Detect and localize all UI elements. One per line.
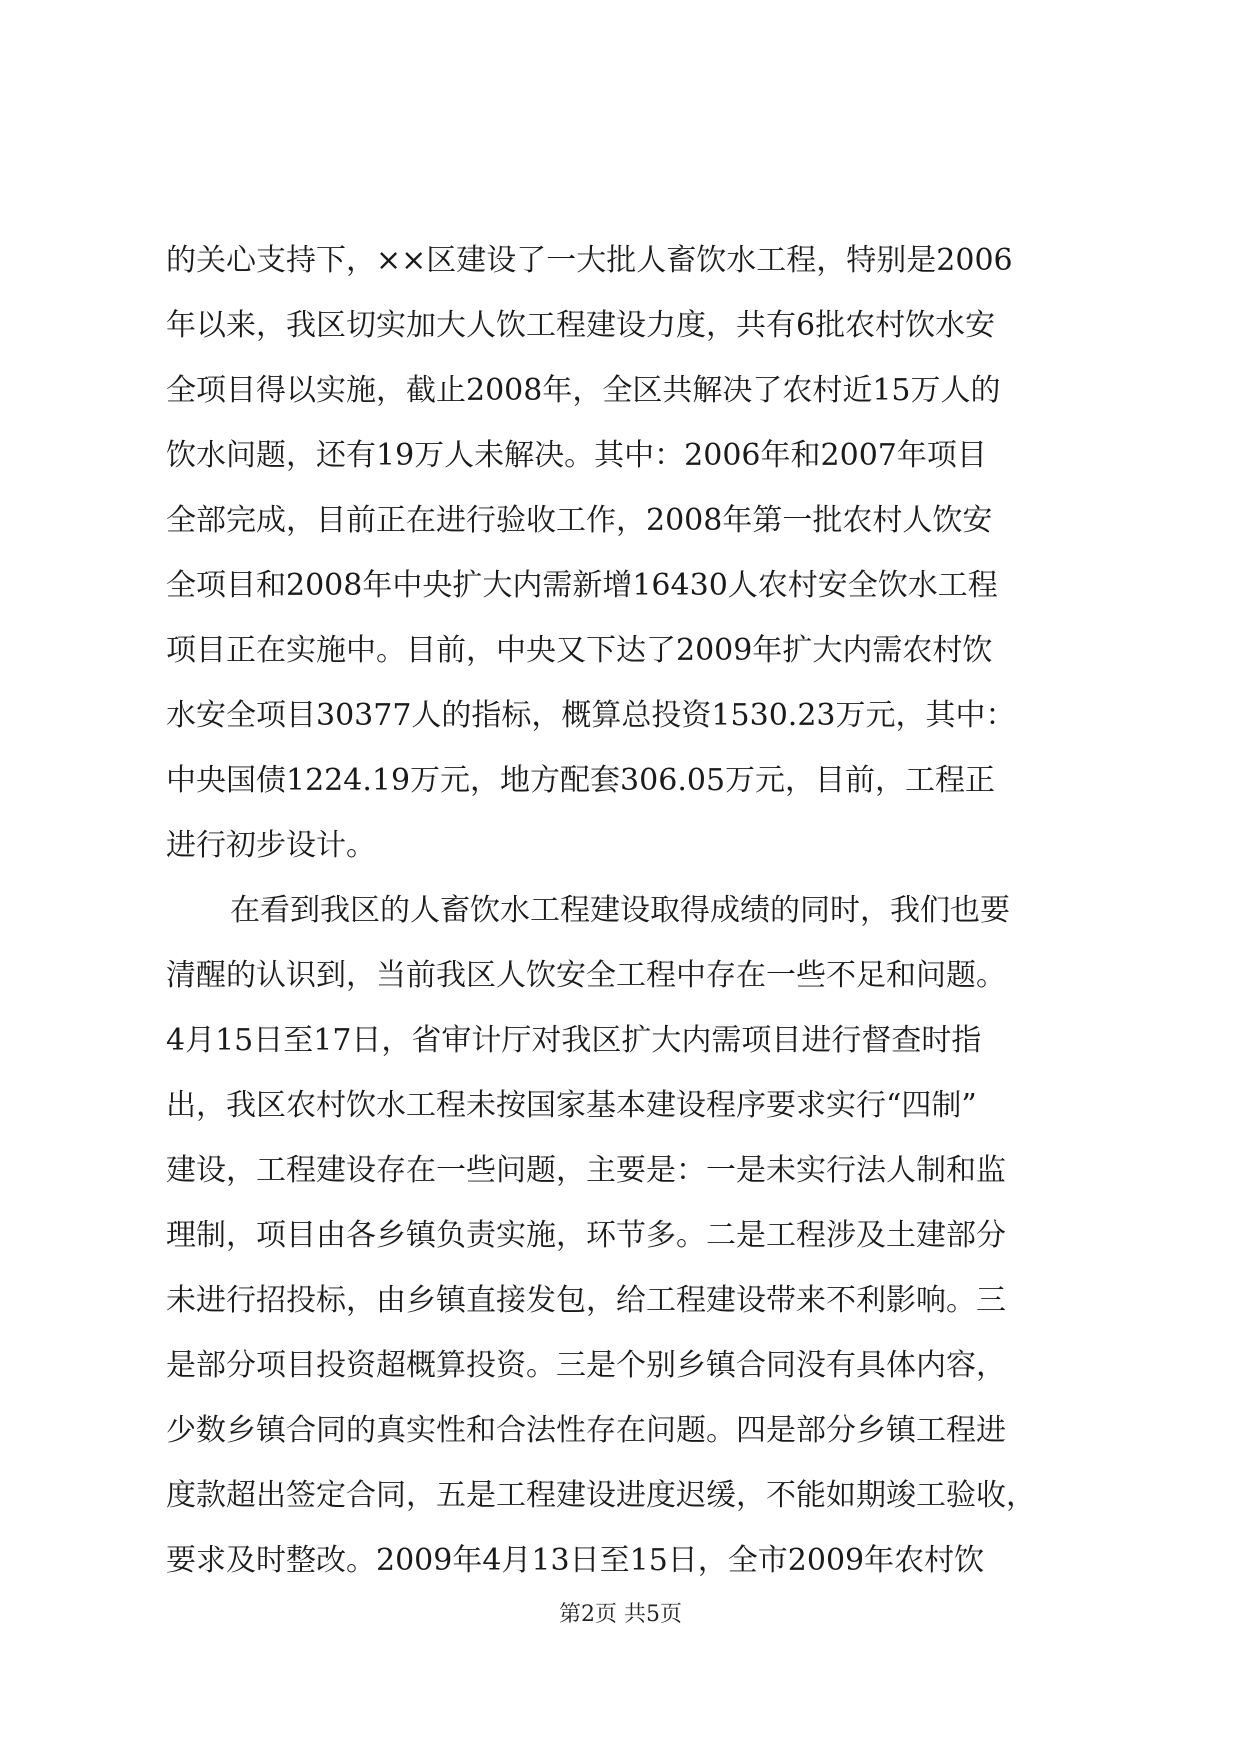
page-number: 第2页 共5页 bbox=[559, 1602, 682, 1627]
text-line: 少数乡镇合同的真实性和合法性存在问题。四是部分乡镇工程进 bbox=[166, 1413, 1006, 1448]
text-line: 出，我区农村饮水工程未按国家基本建设程序要求实行“四制” bbox=[166, 1088, 977, 1123]
text-line: 4月15日至17日，省审计厅对我区扩大内需项目进行督查时指 bbox=[166, 1023, 982, 1058]
text-line: 是部分项目投资超概算投资。三是个别乡镇合同没有具体内容， bbox=[166, 1348, 1006, 1383]
text-line: 度款超出签定合同，五是工程建设进度迟缓，不能如期竣工验收， bbox=[166, 1478, 1036, 1513]
text-line: 年以来，我区切实加大人饮工程建设力度，共有6批农村饮水安 bbox=[166, 308, 996, 343]
page-footer bbox=[0, 1600, 1241, 1630]
text-line: 项目正在实施中。目前，中央又下达了2009年扩大内需农村饮 bbox=[166, 633, 993, 668]
paragraph-start-line: 在看到我区的人畜饮水工程建设取得成绩的同时，我们也要 bbox=[230, 893, 1010, 928]
text-line: 的关心支持下，××区建设了一大批人畜饮水工程，特别是2006 bbox=[166, 243, 1013, 278]
body-text bbox=[166, 228, 1078, 1593]
text-line: 全部完成，目前正在进行验收工作，2008年第一批农村人饮安 bbox=[166, 503, 993, 538]
text-line: 清醒的认识到，当前我区人饮安全工程中存在一些不足和问题。 bbox=[166, 958, 1006, 993]
text-line: 未进行招投标，由乡镇直接发包，给工程建设带来不利影响。三 bbox=[166, 1283, 1006, 1318]
text-line: 中央国债1224.19万元，地方配套306.05万元，目前，工程正 bbox=[166, 763, 996, 798]
text-line: 进行初步设计。 bbox=[166, 828, 376, 863]
text-line: 水安全项目30377人的指标，概算总投资1530.23万元，其中： bbox=[166, 698, 1016, 733]
text-line: 饮水问题，还有19万人未解决。其中：2006年和2007年项目 bbox=[166, 438, 987, 473]
text-line: 要求及时整改。2009年4月13日至15日，全市2009年农村饮 bbox=[166, 1543, 985, 1578]
text-line: 建设，工程建设存在一些问题，主要是：一是未实行法人制和监 bbox=[166, 1153, 1006, 1188]
text-line: 全项目得以实施，截止2008年，全区共解决了农村近15万人的 bbox=[166, 373, 1001, 408]
text-line: 全项目和2008年中央扩大内需新增16430人农村安全饮水工程 bbox=[166, 568, 998, 603]
text-line: 理制，项目由各乡镇负责实施，环节多。二是工程涉及土建部分 bbox=[166, 1218, 1006, 1253]
